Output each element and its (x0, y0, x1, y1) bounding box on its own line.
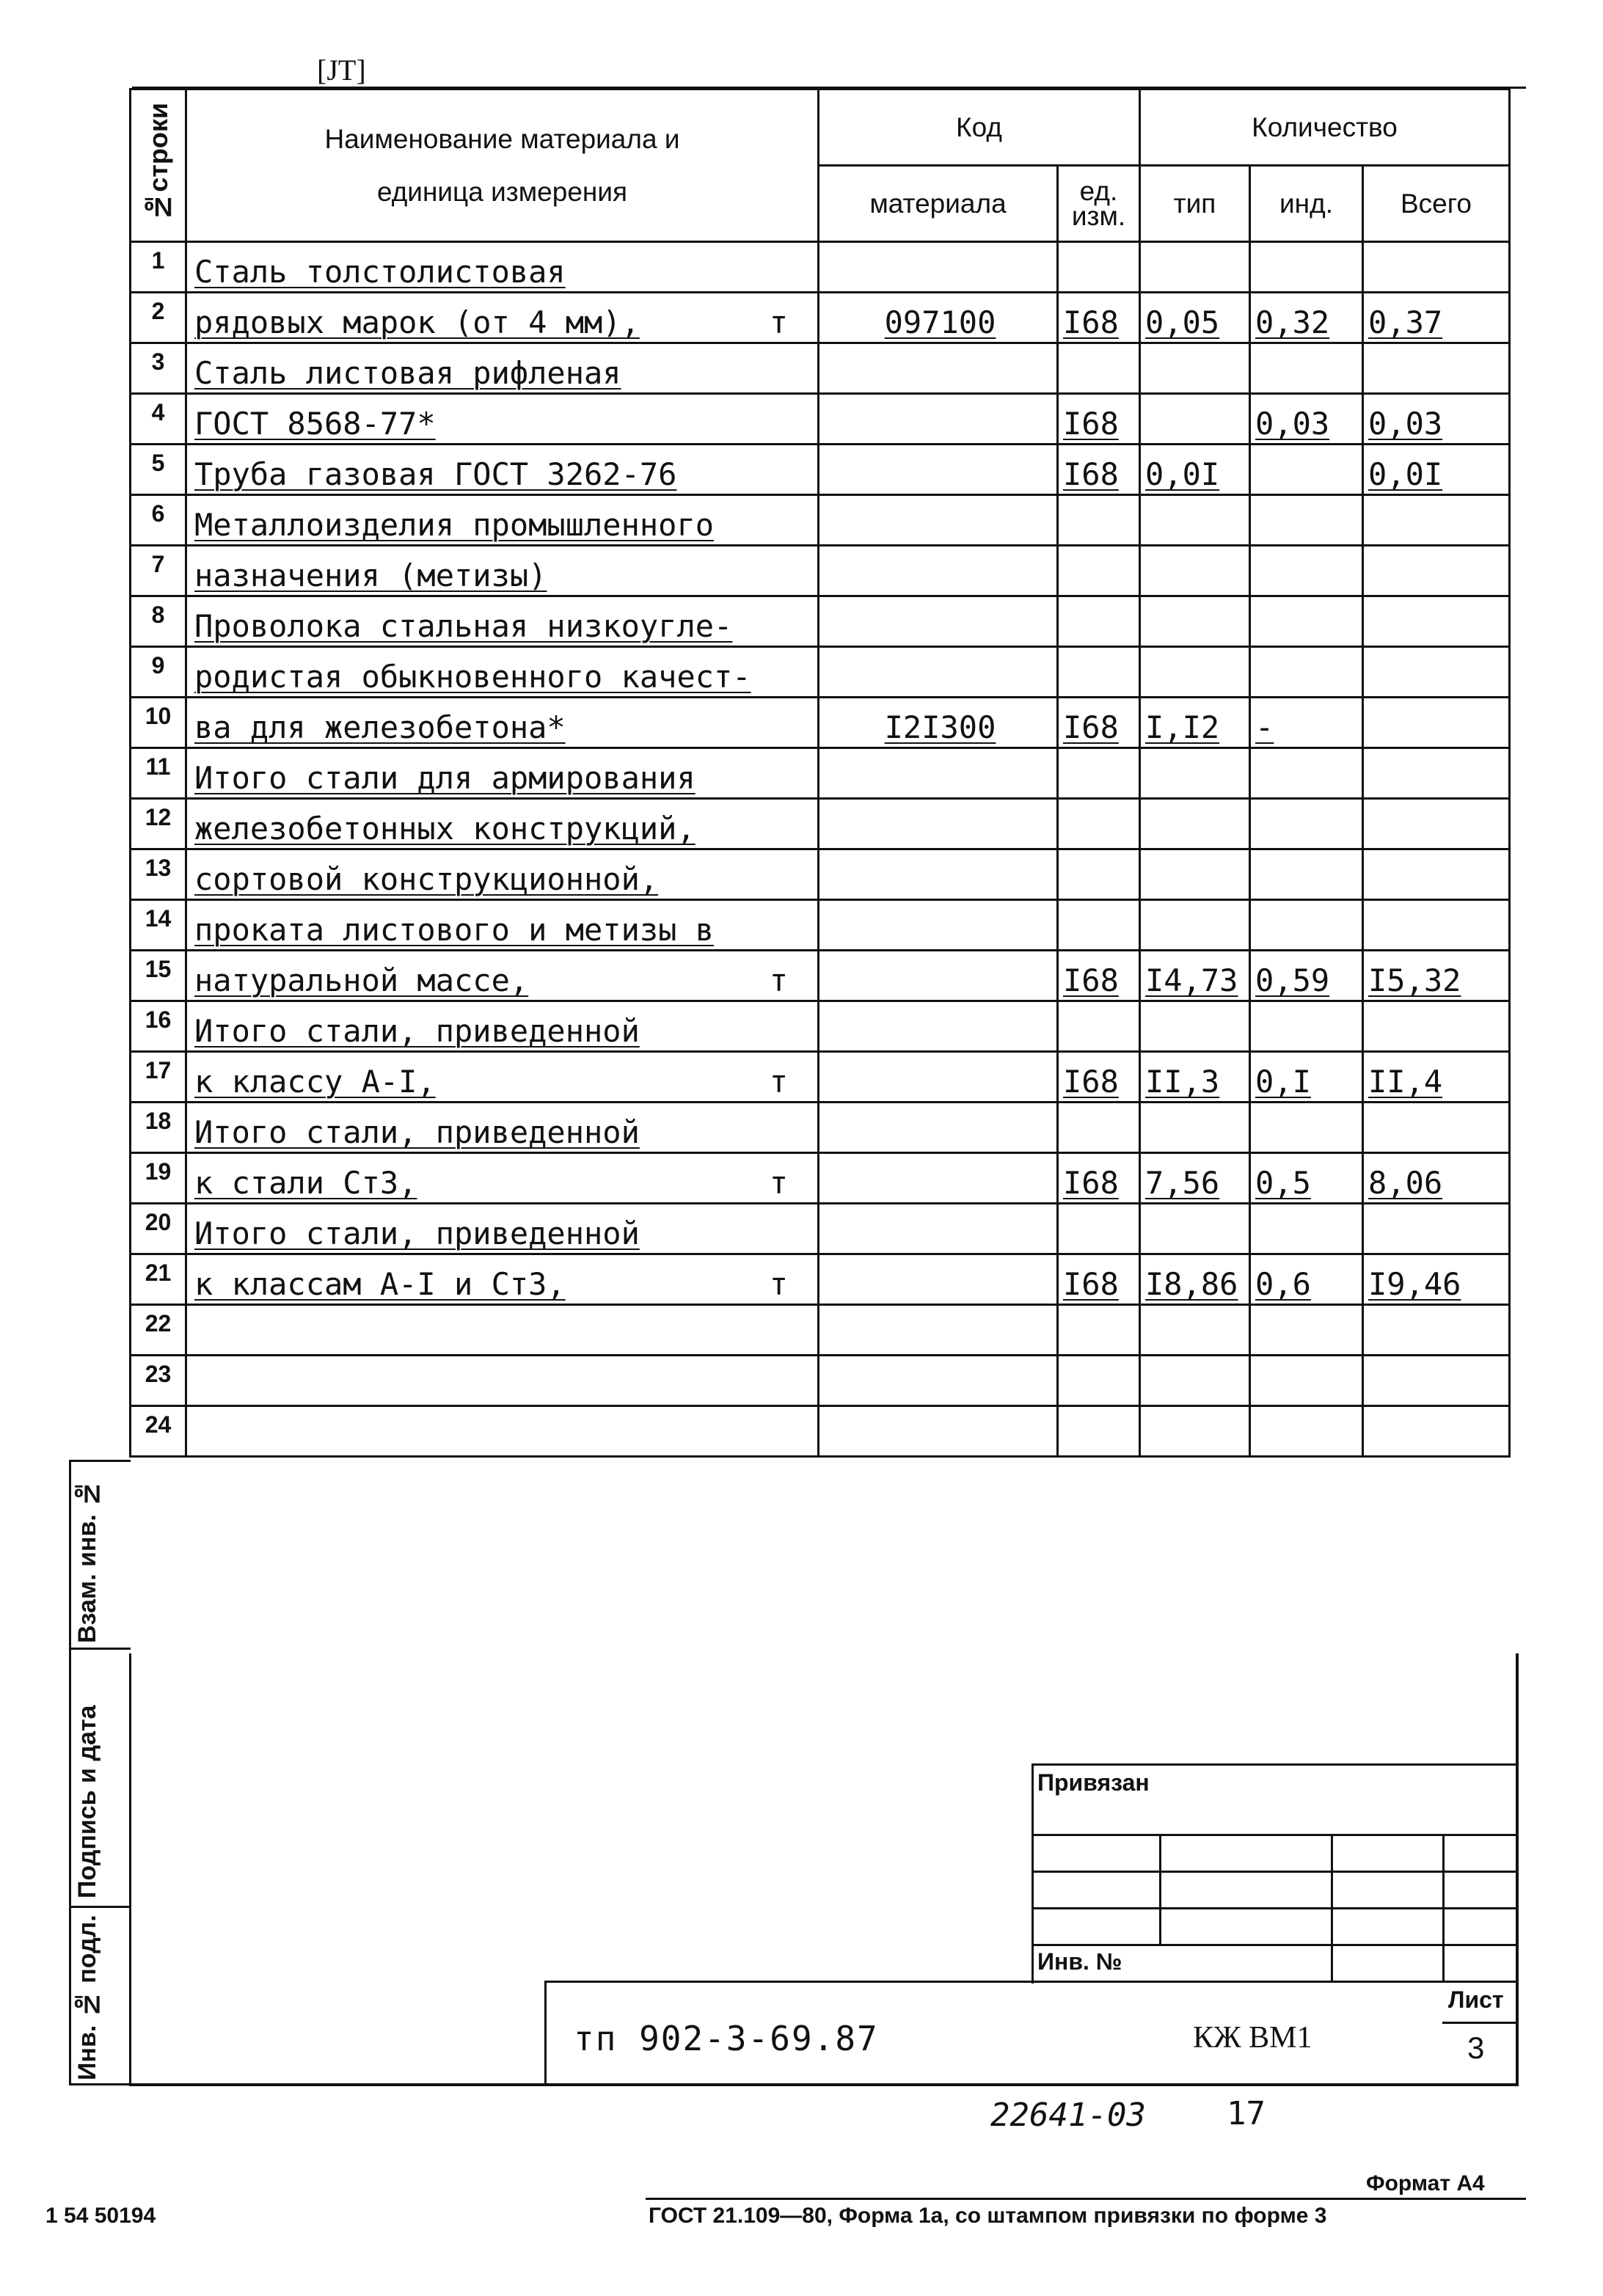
qty-total: I5,32 (1363, 951, 1510, 1001)
qty-type (1140, 596, 1250, 647)
row-number: 1 (131, 242, 186, 293)
qty-type: I8,86 (1140, 1254, 1250, 1305)
code-material-header: материала (819, 166, 1058, 242)
material-code (819, 1305, 1058, 1356)
qty-ind (1250, 1356, 1363, 1406)
row-number: 15 (131, 951, 186, 1001)
table-row (131, 495, 1510, 546)
sheet-label: Лист (1448, 1986, 1504, 2013)
name-header: Наименование материала и единица измерения (186, 89, 819, 242)
top-mark: [JT] (317, 54, 366, 87)
material-code (819, 495, 1058, 546)
material-name: Итого стали, приведенной (186, 1001, 819, 1052)
unit-code (1058, 546, 1140, 596)
material-code (819, 1356, 1058, 1406)
unit-code (1058, 748, 1140, 799)
table-row (131, 900, 1510, 951)
material-name: родистая обыкновенного качест- (186, 647, 819, 698)
material-name: ва для железобетона* (186, 698, 819, 748)
unit-code (1058, 1305, 1140, 1356)
side-strip-top (69, 1460, 131, 1462)
qty-total (1363, 495, 1510, 546)
qty-ind (1250, 1406, 1363, 1457)
unit-suffix: т (769, 962, 788, 998)
qty-total (1363, 647, 1510, 698)
qty-ind (1250, 748, 1363, 799)
row-number: 11 (131, 748, 186, 799)
material-code (819, 748, 1058, 799)
table-row (131, 343, 1510, 394)
qty-total (1363, 1406, 1510, 1457)
table-row (131, 1406, 1510, 1457)
unit-code (1058, 1103, 1140, 1153)
qty-type (1140, 343, 1250, 394)
doc-code: тп 902-3-69.87 (574, 2019, 879, 2058)
qty-ind: 0,32 (1250, 293, 1363, 343)
material-code: 097100 (819, 293, 1058, 343)
material-name: Проволока стальная низкоугле- (186, 596, 819, 647)
qty-type: 0,05 (1140, 293, 1250, 343)
row-number: 8 (131, 596, 186, 647)
qty-type (1140, 1305, 1250, 1356)
inv-no-label: Инв. № (1037, 1948, 1122, 1975)
unit-suffix: т (769, 1165, 788, 1201)
table-row (131, 1153, 1510, 1204)
side-strip-outer (69, 1460, 71, 2083)
qty-type: I,I2 (1140, 698, 1250, 748)
stamp-privyazan-top (1031, 1763, 1517, 1766)
qty-type (1140, 849, 1250, 900)
row-number: 5 (131, 445, 186, 495)
stamp-col3 (1442, 1834, 1445, 1981)
archive-number: 22641-03 (990, 2096, 1146, 2134)
qty-total (1363, 900, 1510, 951)
table-row (131, 1052, 1510, 1103)
qty-type (1140, 1356, 1250, 1406)
qty-group-header: Количество (1140, 89, 1510, 166)
qty-ind (1250, 546, 1363, 596)
qty-ind (1250, 596, 1363, 647)
qty-type (1140, 1103, 1250, 1153)
unit-code: I68 (1058, 1254, 1140, 1305)
qty-total (1363, 849, 1510, 900)
material-name: Металлоизделия промышленного (186, 495, 819, 546)
format-label: Формат А4 (1366, 2171, 1485, 2196)
stamp-privyazan-left (1031, 1763, 1034, 1984)
qty-total-header: Всего (1363, 166, 1510, 242)
side-strip-bottom (69, 2083, 131, 2085)
table-row (131, 748, 1510, 799)
row-no-header: №строки (131, 89, 186, 242)
row-number: 12 (131, 799, 186, 849)
material-name (186, 1305, 819, 1356)
qty-total (1363, 698, 1510, 748)
material-name: т натуральной массе, (186, 951, 819, 1001)
archive-page: 17 (1227, 2095, 1266, 2132)
table-row (131, 596, 1510, 647)
row-number: 20 (131, 1204, 186, 1254)
unit-code (1058, 596, 1140, 647)
material-name: Итого стали, приведенной (186, 1103, 819, 1153)
qty-ind: 0,I (1250, 1052, 1363, 1103)
qty-total: II,4 (1363, 1052, 1510, 1103)
material-code (819, 1204, 1058, 1254)
material-name: железобетонных конструкций, (186, 799, 819, 849)
material-code (819, 647, 1058, 698)
material-name: Сталь толстолистовая (186, 242, 819, 293)
qty-type: 0,0I (1140, 445, 1250, 495)
footer-left-code: 1 54 50194 (45, 2204, 156, 2228)
table-row (131, 951, 1510, 1001)
row-number: 2 (131, 293, 186, 343)
row-number: 6 (131, 495, 186, 546)
frame-bottom (129, 2083, 1519, 2086)
qty-type (1140, 1406, 1250, 1457)
materials-table (129, 88, 1511, 1458)
qty-total (1363, 1204, 1510, 1254)
material-code (819, 596, 1058, 647)
qty-ind (1250, 1305, 1363, 1356)
material-name: т к стали Ст3, (186, 1153, 819, 1204)
table-row (131, 849, 1510, 900)
table-row (131, 445, 1510, 495)
sheet-divider (1442, 2022, 1517, 2024)
qty-total: 8,06 (1363, 1153, 1510, 1204)
material-code (819, 849, 1058, 900)
qty-type: 7,56 (1140, 1153, 1250, 1204)
qty-type (1140, 394, 1250, 445)
doc-mark: КЖ ВМ1 (1193, 2021, 1312, 2055)
code-unit-header: ед. изм. (1058, 166, 1140, 242)
inv-podl-label: Инв. № подл. (73, 1915, 101, 2080)
qty-ind: - (1250, 698, 1363, 748)
material-name: т к классам А-I и Ст3, (186, 1254, 819, 1305)
material-code: I2I300 (819, 698, 1058, 748)
unit-code: I68 (1058, 951, 1140, 1001)
material-name: ГОСТ 8568-77* (186, 394, 819, 445)
table-row (131, 242, 1510, 293)
stamp-col1 (1159, 1834, 1161, 1944)
material-name (186, 1406, 819, 1457)
footer-line (646, 2198, 1526, 2200)
qty-ind (1250, 900, 1363, 951)
material-code (819, 1153, 1058, 1204)
material-code (819, 1052, 1058, 1103)
frame-left (129, 1653, 131, 2086)
unit-code: I68 (1058, 394, 1140, 445)
qty-ind: 0,5 (1250, 1153, 1363, 1204)
qty-total (1363, 343, 1510, 394)
qty-type (1140, 799, 1250, 849)
row-number: 14 (131, 900, 186, 951)
qty-ind (1250, 343, 1363, 394)
table-row (131, 1103, 1510, 1153)
qty-total: 0,0I (1363, 445, 1510, 495)
unit-code (1058, 799, 1140, 849)
qty-ind (1250, 1001, 1363, 1052)
vzam-label: Взам. инв. № (73, 1479, 101, 1643)
qty-ind (1250, 495, 1363, 546)
sheet-number: 3 (1467, 2030, 1485, 2065)
unit-code (1058, 1356, 1140, 1406)
footer-gost: ГОСТ 21.109—80, Форма 1а, со штампом привязки по форме 3 (649, 2204, 1327, 2228)
table-row (131, 1254, 1510, 1305)
table-row (131, 647, 1510, 698)
unit-code (1058, 242, 1140, 293)
material-name (186, 1356, 819, 1406)
table-row (131, 1356, 1510, 1406)
material-code (819, 951, 1058, 1001)
table-row (131, 546, 1510, 596)
row-number: 23 (131, 1356, 186, 1406)
table-row (131, 1204, 1510, 1254)
unit-code (1058, 849, 1140, 900)
unit-suffix: т (769, 1064, 788, 1100)
material-name: Итого стали, приведенной (186, 1204, 819, 1254)
row-number: 24 (131, 1406, 186, 1457)
material-code (819, 799, 1058, 849)
privyazan-label: Привязан (1037, 1769, 1150, 1796)
row-number: 9 (131, 647, 186, 698)
material-code (819, 445, 1058, 495)
qty-ind (1250, 849, 1363, 900)
row-number: 21 (131, 1254, 186, 1305)
unit-code (1058, 1204, 1140, 1254)
qty-ind (1250, 799, 1363, 849)
side-strip-div1 (69, 1648, 131, 1650)
material-code (819, 394, 1058, 445)
qty-type (1140, 1204, 1250, 1254)
qty-ind (1250, 1204, 1363, 1254)
qty-type (1140, 748, 1250, 799)
unit-code (1058, 1001, 1140, 1052)
row-number: 19 (131, 1153, 186, 1204)
material-name: т рядовых марок (от 4 мм), (186, 293, 819, 343)
row-number: 7 (131, 546, 186, 596)
unit-code: I68 (1058, 698, 1140, 748)
table-row (131, 1305, 1510, 1356)
qty-total (1363, 1103, 1510, 1153)
unit-code (1058, 343, 1140, 394)
table-row (131, 698, 1510, 748)
row-number: 10 (131, 698, 186, 748)
unit-suffix: т (769, 1266, 788, 1302)
table-row (131, 394, 1510, 445)
qty-total (1363, 748, 1510, 799)
unit-code (1058, 1406, 1140, 1457)
qty-type (1140, 647, 1250, 698)
row-number: 18 (131, 1103, 186, 1153)
qty-type (1140, 900, 1250, 951)
unit-code: I68 (1058, 1153, 1140, 1204)
qty-total: 0,37 (1363, 293, 1510, 343)
material-code (819, 900, 1058, 951)
material-name: Сталь листовая рифленая (186, 343, 819, 394)
material-code (819, 1406, 1058, 1457)
material-name: Труба газовая ГОСТ 3262-76 (186, 445, 819, 495)
row-number: 17 (131, 1052, 186, 1103)
unit-code (1058, 647, 1140, 698)
row-number: 16 (131, 1001, 186, 1052)
material-code (819, 242, 1058, 293)
unit-code: I68 (1058, 1052, 1140, 1103)
qty-ind-header: инд. (1250, 166, 1363, 242)
qty-type-header: тип (1140, 166, 1250, 242)
material-name: назначения (метизы) (186, 546, 819, 596)
unit-code: I68 (1058, 445, 1140, 495)
material-code (819, 1103, 1058, 1153)
qty-ind: 0,6 (1250, 1254, 1363, 1305)
material-code (819, 343, 1058, 394)
material-name: сортовой конструкционной, (186, 849, 819, 900)
qty-ind (1250, 445, 1363, 495)
material-code (819, 1254, 1058, 1305)
row-number: 22 (131, 1305, 186, 1356)
material-code (819, 546, 1058, 596)
material-name: проката листового и метизы в (186, 900, 819, 951)
title-block-top (544, 1981, 1517, 1983)
stamp-col2 (1331, 1834, 1333, 1981)
row-number: 13 (131, 849, 186, 900)
qty-total: I9,46 (1363, 1254, 1510, 1305)
row-number: 4 (131, 394, 186, 445)
qty-ind: 0,03 (1250, 394, 1363, 445)
qty-type (1140, 242, 1250, 293)
podpis-label: Подпись и дата (73, 1705, 101, 1898)
unit-code (1058, 495, 1140, 546)
qty-type (1140, 546, 1250, 596)
qty-ind (1250, 647, 1363, 698)
qty-total (1363, 799, 1510, 849)
unit-suffix: т (769, 304, 788, 340)
table-row (131, 799, 1510, 849)
qty-ind: 0,59 (1250, 951, 1363, 1001)
qty-total (1363, 1305, 1510, 1356)
code-group-header: Код (819, 89, 1140, 166)
qty-total (1363, 596, 1510, 647)
material-name: т к классу А-I, (186, 1052, 819, 1103)
qty-type (1140, 495, 1250, 546)
material-name: Итого стали для армирования (186, 748, 819, 799)
qty-total (1363, 1356, 1510, 1406)
unit-code: I68 (1058, 293, 1140, 343)
qty-total (1363, 1001, 1510, 1052)
qty-total (1363, 242, 1510, 293)
row-number: 3 (131, 343, 186, 394)
table-row (131, 293, 1510, 343)
qty-type (1140, 1001, 1250, 1052)
unit-code (1058, 900, 1140, 951)
side-strip-div2 (69, 1906, 131, 1908)
qty-type: II,3 (1140, 1052, 1250, 1103)
qty-ind (1250, 242, 1363, 293)
material-code (819, 1001, 1058, 1052)
table-row (131, 1001, 1510, 1052)
qty-type: I4,73 (1140, 951, 1250, 1001)
qty-ind (1250, 1103, 1363, 1153)
qty-total: 0,03 (1363, 394, 1510, 445)
title-block-left (544, 1981, 547, 2086)
qty-total (1363, 546, 1510, 596)
